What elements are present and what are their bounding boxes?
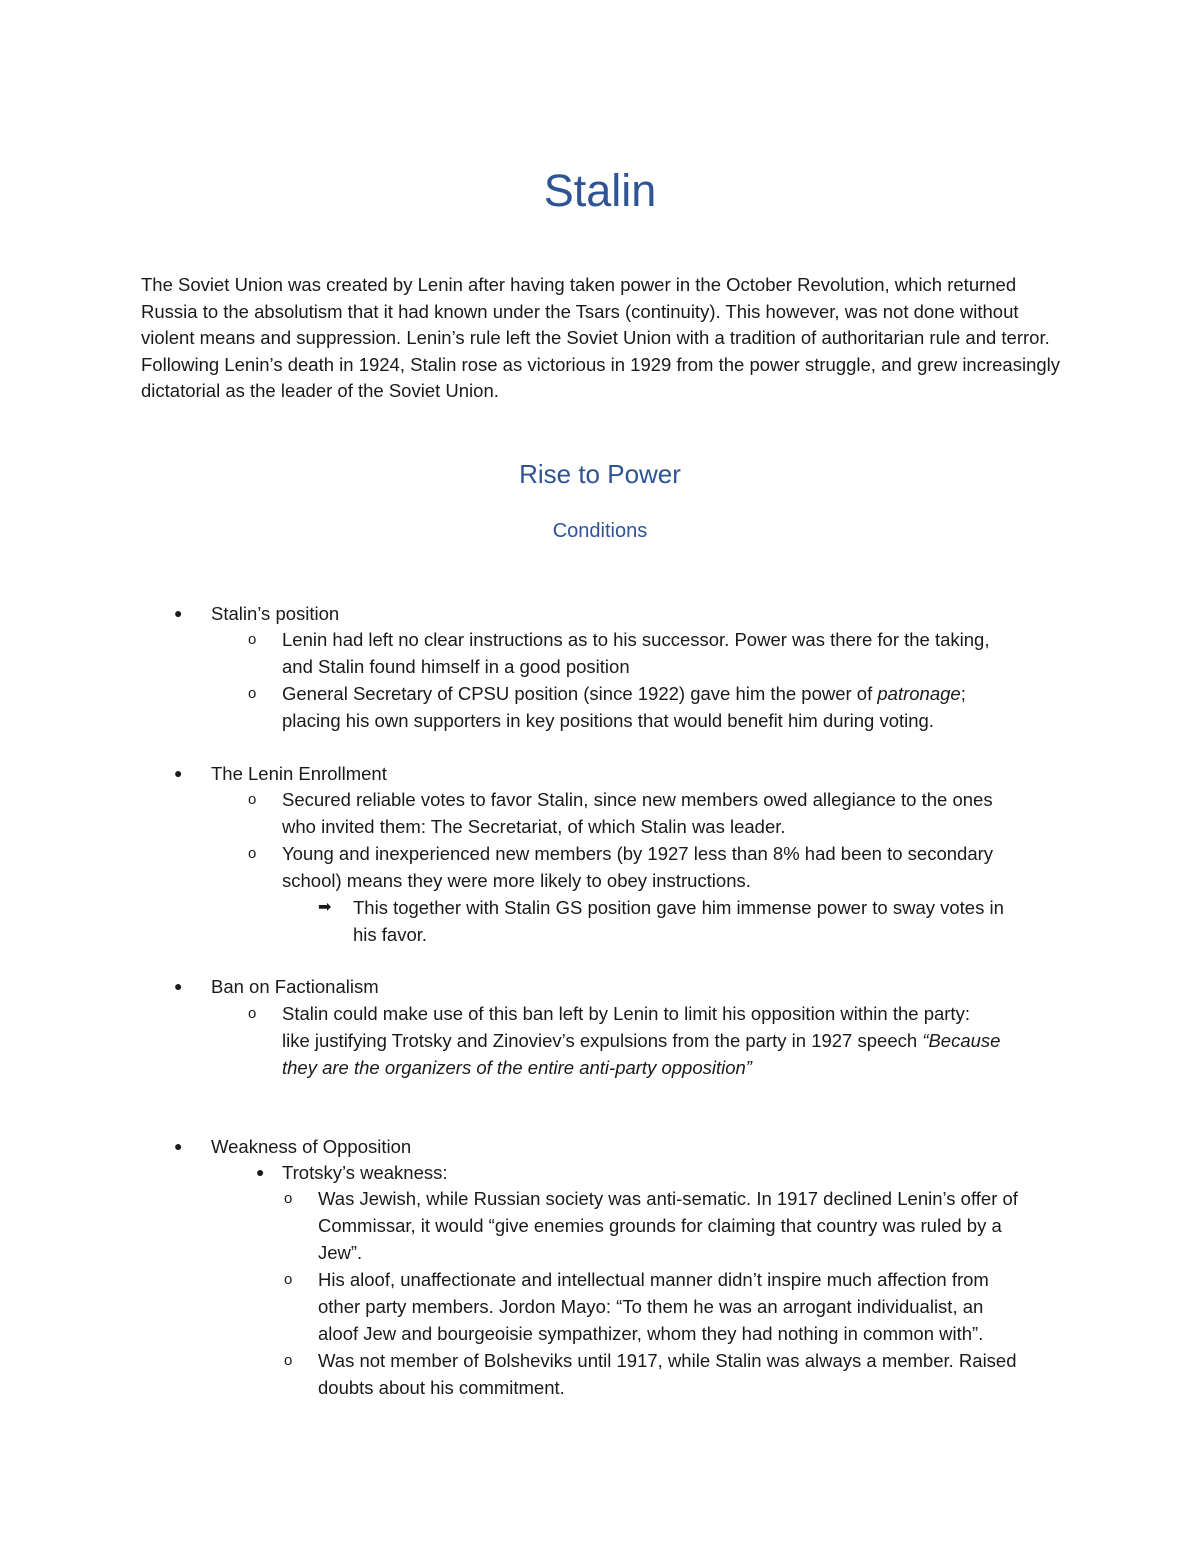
document-title: Stalin <box>543 165 657 216</box>
sub-bullet-icon: o <box>248 1005 257 1022</box>
list-item-text: Secured reliable votes to favor Stalin, since new members owed allegiance to the ones <box>282 789 993 810</box>
sub-bullet-icon: o <box>284 1190 293 1207</box>
list-item-text: who invited them: The Secretariat, of which Stalin was leader. <box>282 816 786 837</box>
list-item-label: Ban on Factionalism <box>211 976 379 997</box>
list-item-text: placing his own supporters in key positions that would benefit him during voting. <box>282 710 934 731</box>
list-item-text: Was not member of Bolsheviks until 1917, while Stalin was always a member. Raised <box>318 1350 1017 1371</box>
text-run: ; <box>960 683 966 704</box>
bullet-icon: ● <box>174 1138 183 1154</box>
list-item-label: Trotsky’s weakness: <box>282 1162 448 1183</box>
section-heading: Rise to Power <box>519 459 681 489</box>
sub-bullet-icon: o <box>248 845 257 862</box>
bullet-icon: ● <box>174 605 183 621</box>
sub-bullet-icon: o <box>248 685 257 702</box>
sub-bullet-icon: o <box>248 631 257 648</box>
list-item-text: Was Jewish, while Russian society was anti-sematic. In 1917 declined Lenin’s offer of <box>318 1188 1018 1209</box>
list-item-text <box>282 681 966 708</box>
quote-text: they are the organizers of the entire anti-party opposition” <box>282 1057 752 1078</box>
list-item-text: his favor. <box>353 924 428 945</box>
list-item-text: aloof Jew and bourgeoisie sympathizer, whom they had nothing in common with”. <box>318 1323 984 1344</box>
sub-bullet-icon: o <box>284 1352 293 1369</box>
list-item-text: His aloof, unaffectionate and intellectual manner didn’t inspire much affection from <box>318 1269 989 1290</box>
bullet-icon: ● <box>256 1164 265 1180</box>
text-run: General Secretary of CPSU position (since 1922) gave him the power of <box>282 683 878 704</box>
list-item-text: Lenin had left no clear instructions as to his successor. Power was there for the taking, <box>282 629 990 650</box>
list-item-text <box>282 1028 1000 1055</box>
subsection-heading: Conditions <box>552 520 648 542</box>
sub-bullet-icon: o <box>248 791 257 808</box>
list-item-text: Stalin could make use of this ban left by Lenin to limit his opposition within the party: <box>282 1003 970 1024</box>
list-item-text: school) means they were more likely to obey instructions. <box>282 870 751 891</box>
arrow-icon: ➡ <box>318 899 332 916</box>
quote-text: “Because <box>922 1030 1001 1051</box>
list-item-text <box>282 1055 752 1082</box>
list-item-text: and Stalin found himself in a good position <box>282 656 630 677</box>
list-item-text: Commissar, it would “give enemies grounds for claiming that country was ruled by a <box>318 1215 1002 1236</box>
list-item-text: Jew”. <box>318 1242 363 1263</box>
sub-bullet-icon: o <box>284 1271 293 1288</box>
list-item-text: other party members. Jordon Mayo: “To them he was an arrogant individualist, an <box>318 1296 984 1317</box>
list-item-label: Stalin’s position <box>211 603 340 624</box>
list-item-text: doubts about his commitment. <box>318 1377 565 1398</box>
list-item-text: This together with Stalin GS position gave him immense power to sway votes in <box>353 897 1004 918</box>
list-item-text: Young and inexperienced new members (by 1927 less than 8% had been to secondary <box>282 843 994 864</box>
list-item-label: The Lenin Enrollment <box>211 763 387 784</box>
list-item-label: Weakness of Opposition <box>211 1136 412 1157</box>
text-run: like justifying Trotsky and Zinoviev’s expulsions from the party in 1927 speech <box>282 1030 923 1051</box>
intro-paragraph: The Soviet Union was created by Lenin after having taken power in the October Revolution, which returned Russia to the absolutism that it had known under the Tsars (continuity). This however, was not done without violent means and suppression. Lenin’s rule left the Soviet Union with a tradition of authoritarian rule and terror. Following Lenin’s death in 1924, Stalin rose as victorious in 1929 from the power struggle, and grew increasingly dictatorial as the leader of the Soviet Union. <box>141 274 1061 401</box>
bullet-icon: ● <box>174 978 183 994</box>
emphasis-text: patronage <box>877 683 961 704</box>
bullet-icon: ● <box>174 765 183 781</box>
